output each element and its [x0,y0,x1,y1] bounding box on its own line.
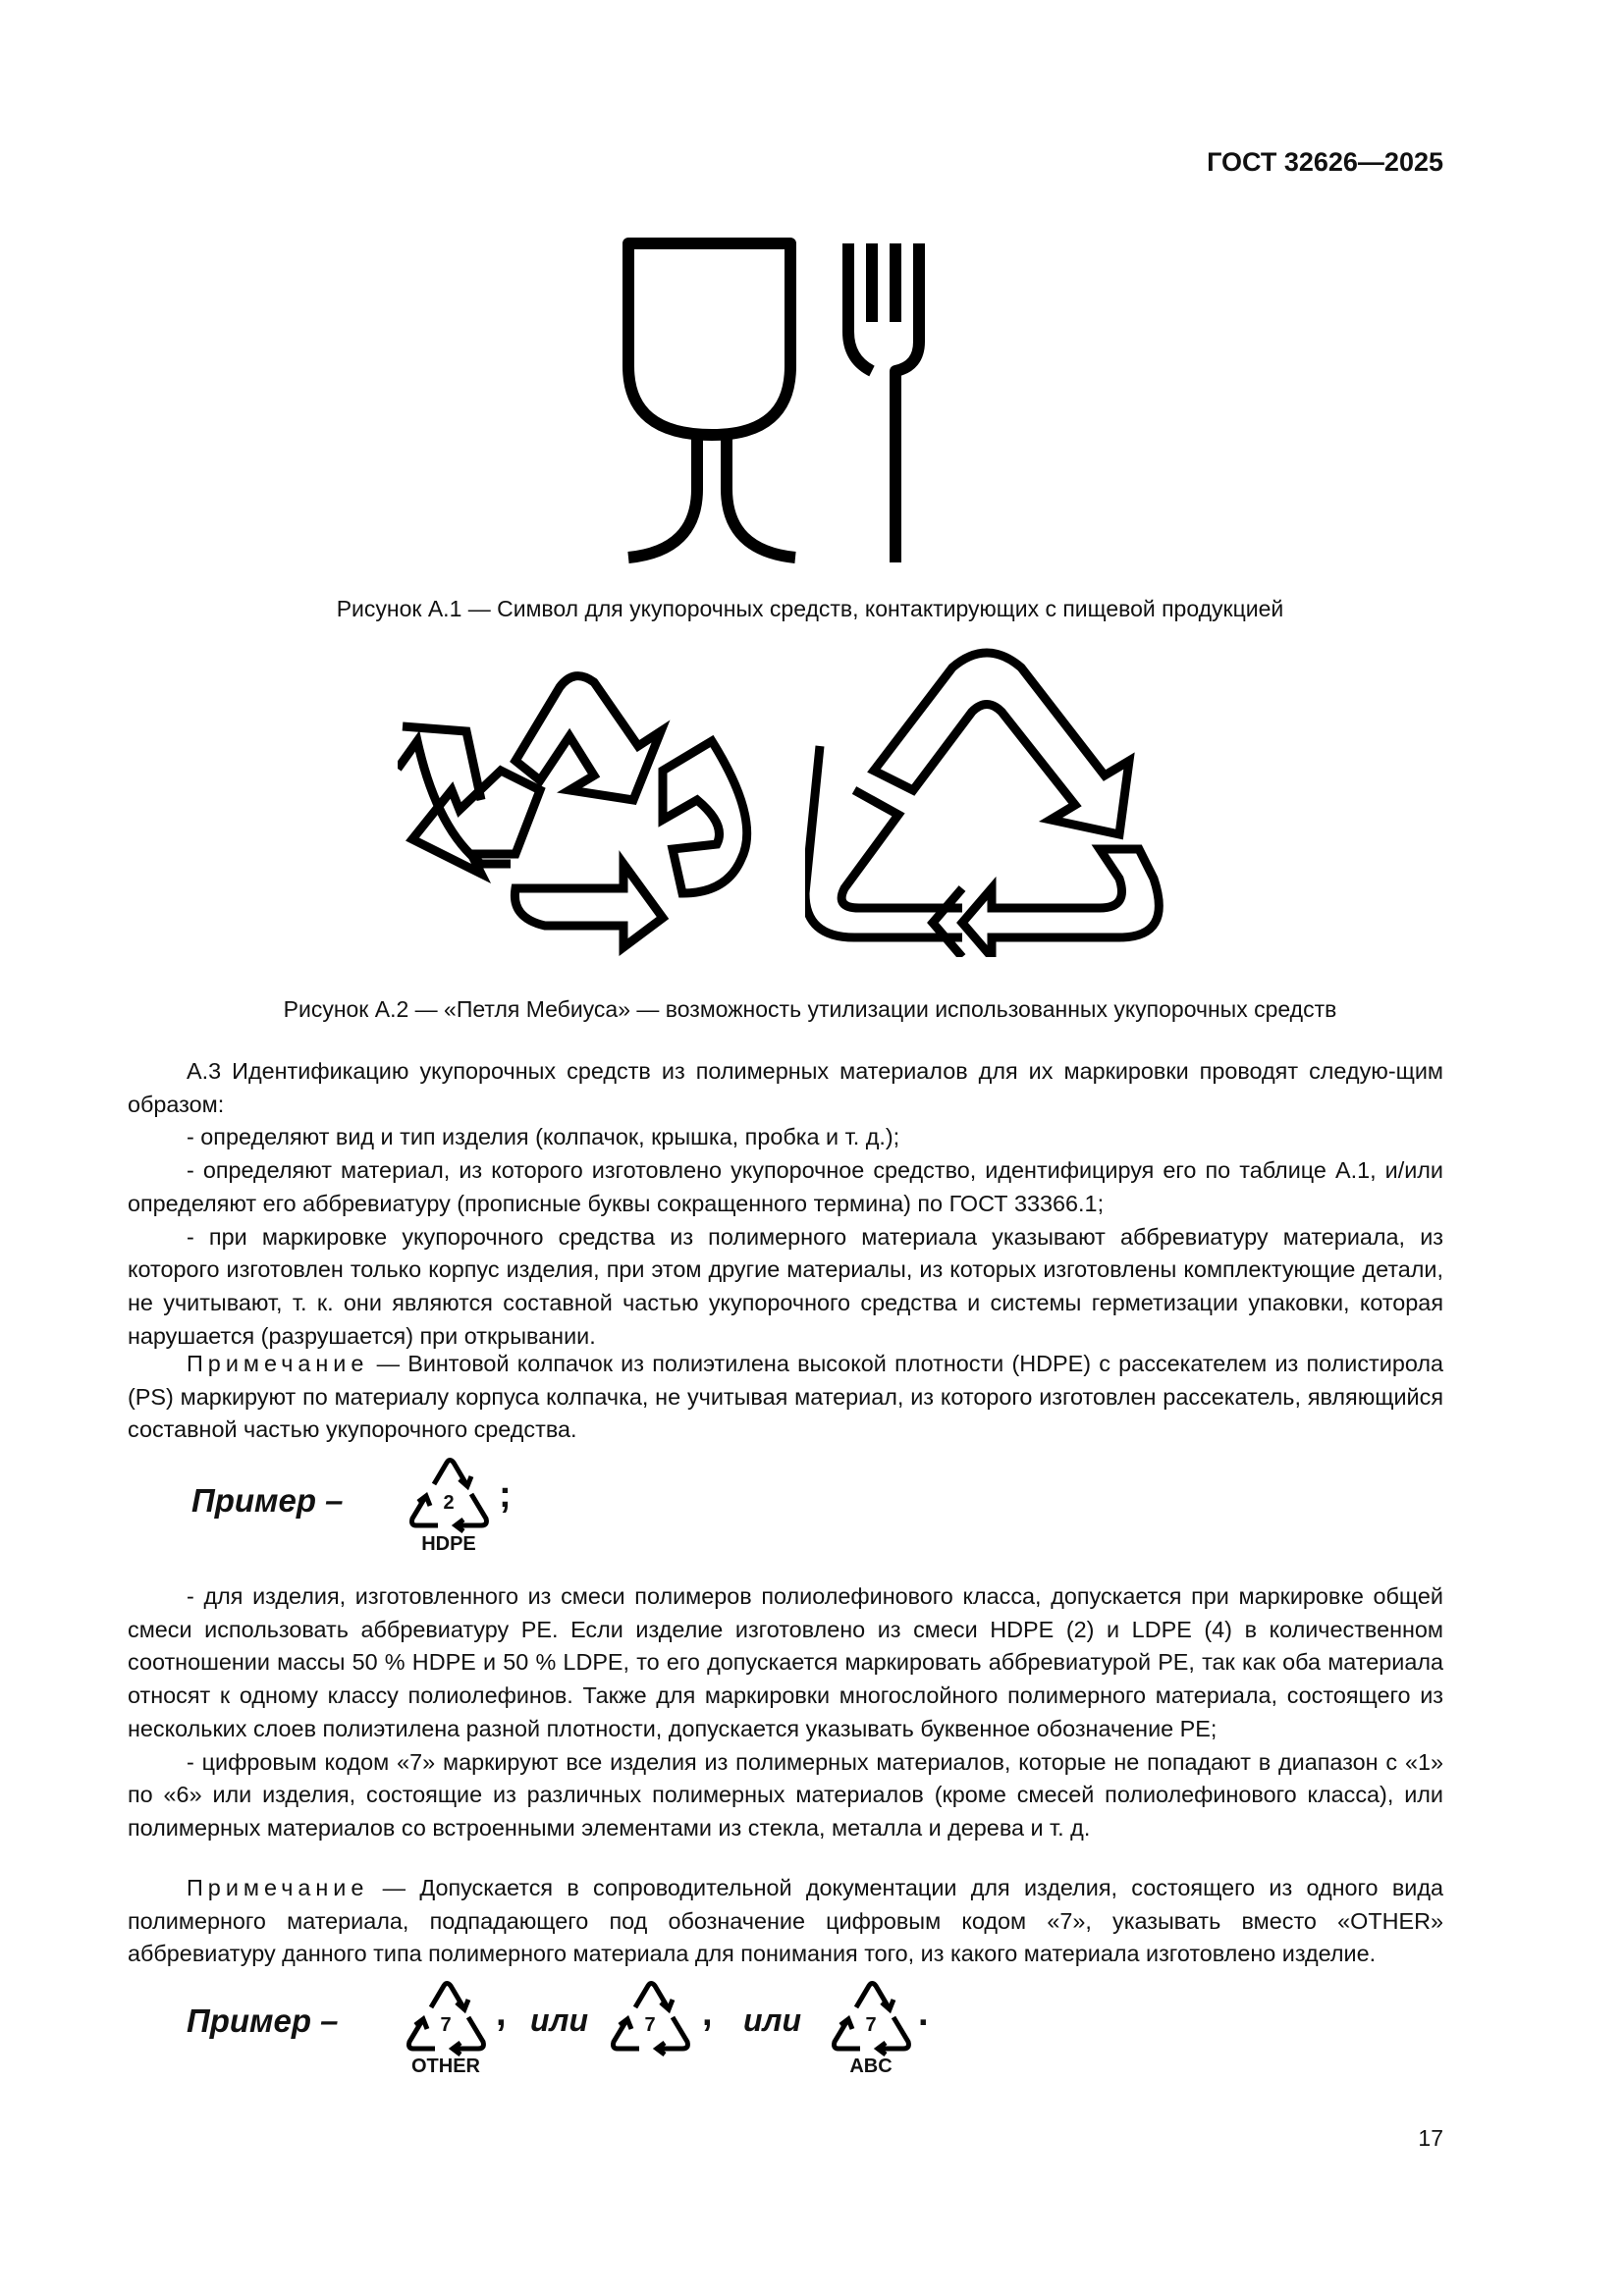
example-2-code-3: 7 [865,2014,877,2036]
note-1-label: Примечание [187,1351,369,1376]
example-1-semicolon: ; [499,1474,512,1516]
example-2-or-1: или [530,2002,588,2038]
example-2-code-1: 7 [440,2014,452,2036]
recycle-three-arrows-icon [398,653,771,957]
note-2-label: Примечание [187,1875,369,1900]
example-1-abbr: HDPE [421,1533,476,1555]
recycle-triangle-loop-icon [805,643,1178,957]
example-2-or-2: или [743,2002,801,2038]
example-2-abbr-3: ABC [849,2056,893,2077]
example-2-abbr-1: OTHER [411,2056,480,2077]
section-a3-continued [128,1580,1443,1845]
section-a3-intro: А.3 Идентификацию укупорочных средств из полимерных материалов для их маркировки проводят следую-щим образом: [128,1058,1443,1117]
bullet-code-7: - цифровым кодом «7» маркируют все изделия из полимерных материалов, которые не попадают в диапазон с «1» по «6» или изделия, состоящие из различных полимерных материалов (кроме смесей полиолефинового класса), или полимерных материалов со встроенными элементами из стекла, металла и дерева и т. д. [128,1748,1443,1841]
bullet-determine-type: - определяют вид и тип изделия (колпачок, крышка, пробка и т. д.); [187,1124,900,1150]
note-1-text: — Винтовой колпачок из полиэтилена высокой плотности (HDPE) с рассекателем из полистирола (PS) маркируют по материалу корпуса колпачка, не учитывая материал, из которого изготовлен рассекатель, являющийся составной частью укупорочного средства. [128,1351,1443,1443]
bullet-marking-body: - при маркировке укупорочного средства из полимерного материала указывают аббревиатуру материала, из которого изготовлен только корпус изделия, при этом другие материалы, из которых изготовлены комплектующие детали, не учитывают, т. к. они являются составной частью укупорочного средства и системы герметизации упаковки, которая нарушается (разрушается) при открывании. [128,1223,1443,1349]
example-2-comma-2: , [702,1993,713,2034]
example-1-label: Пример – [191,1482,344,1519]
example-2-label: Пример – [187,2002,339,2039]
bullet-polyolefin-blend: - для изделия, изготовленного из смеси полимеров полиолефинового класса, допускается при маркировке общей смеси использовать аббревиатуру PE. Если изделие изготовлено из смеси HDPE (2) и LDPE (4) в количественном соотношении массы 50 % HDPE и 50 % LDPE, то его допускается маркировать аббревиатурой PE, так как оба материала относят к одному классу полиолефинов. Также для маркировки многослойного полимерного материала, состоящего из нескольких слоев полиэтилена разной плотности, допускается указывать буквенное обозначение PE; [128,1583,1443,1741]
note-2-text: — Допускается в сопроводительной документации для изделия, состоящего из одного вида полимерного материала, подпадающего под обозначение цифровым кодом «7», указывать вместо «OTHER» аббревиатуру данного типа полимерного материала для понимания того, из какого материала изготовлено изделие. [128,1875,1443,1967]
example-2-comma-1: , [496,1993,507,2034]
note-1 [128,1348,1443,1447]
example-1-code: 2 [443,1492,455,1514]
figure-a2-caption: Рисунок А.2 — «Петля Мебиуса» — возможность утилизации использованных укупорочных средств [283,996,1337,1022]
figure-a1-caption: Рисунок А.1 — Символ для укупорочных средств, контактирующих с пищевой продукцией [336,596,1284,621]
page-number: 17 [1418,2125,1443,2151]
document-standard-number: ГОСТ 32626—2025 [1207,147,1443,177]
note-2 [128,1872,1443,1971]
example-2-code-2: 7 [644,2014,656,2036]
food-contact-glass-fork-icon [609,234,943,567]
section-a3 [128,1055,1443,1353]
bullet-determine-material: - определяют материал, из которого изготовлено укупорочное средство, идентифицируя его по таблице А.1, и/или определяют его аббревиатуру (прописные буквы сокращенного термина) по ГОСТ 33366.1; [128,1157,1443,1216]
example-2-period: . [918,1993,929,2034]
